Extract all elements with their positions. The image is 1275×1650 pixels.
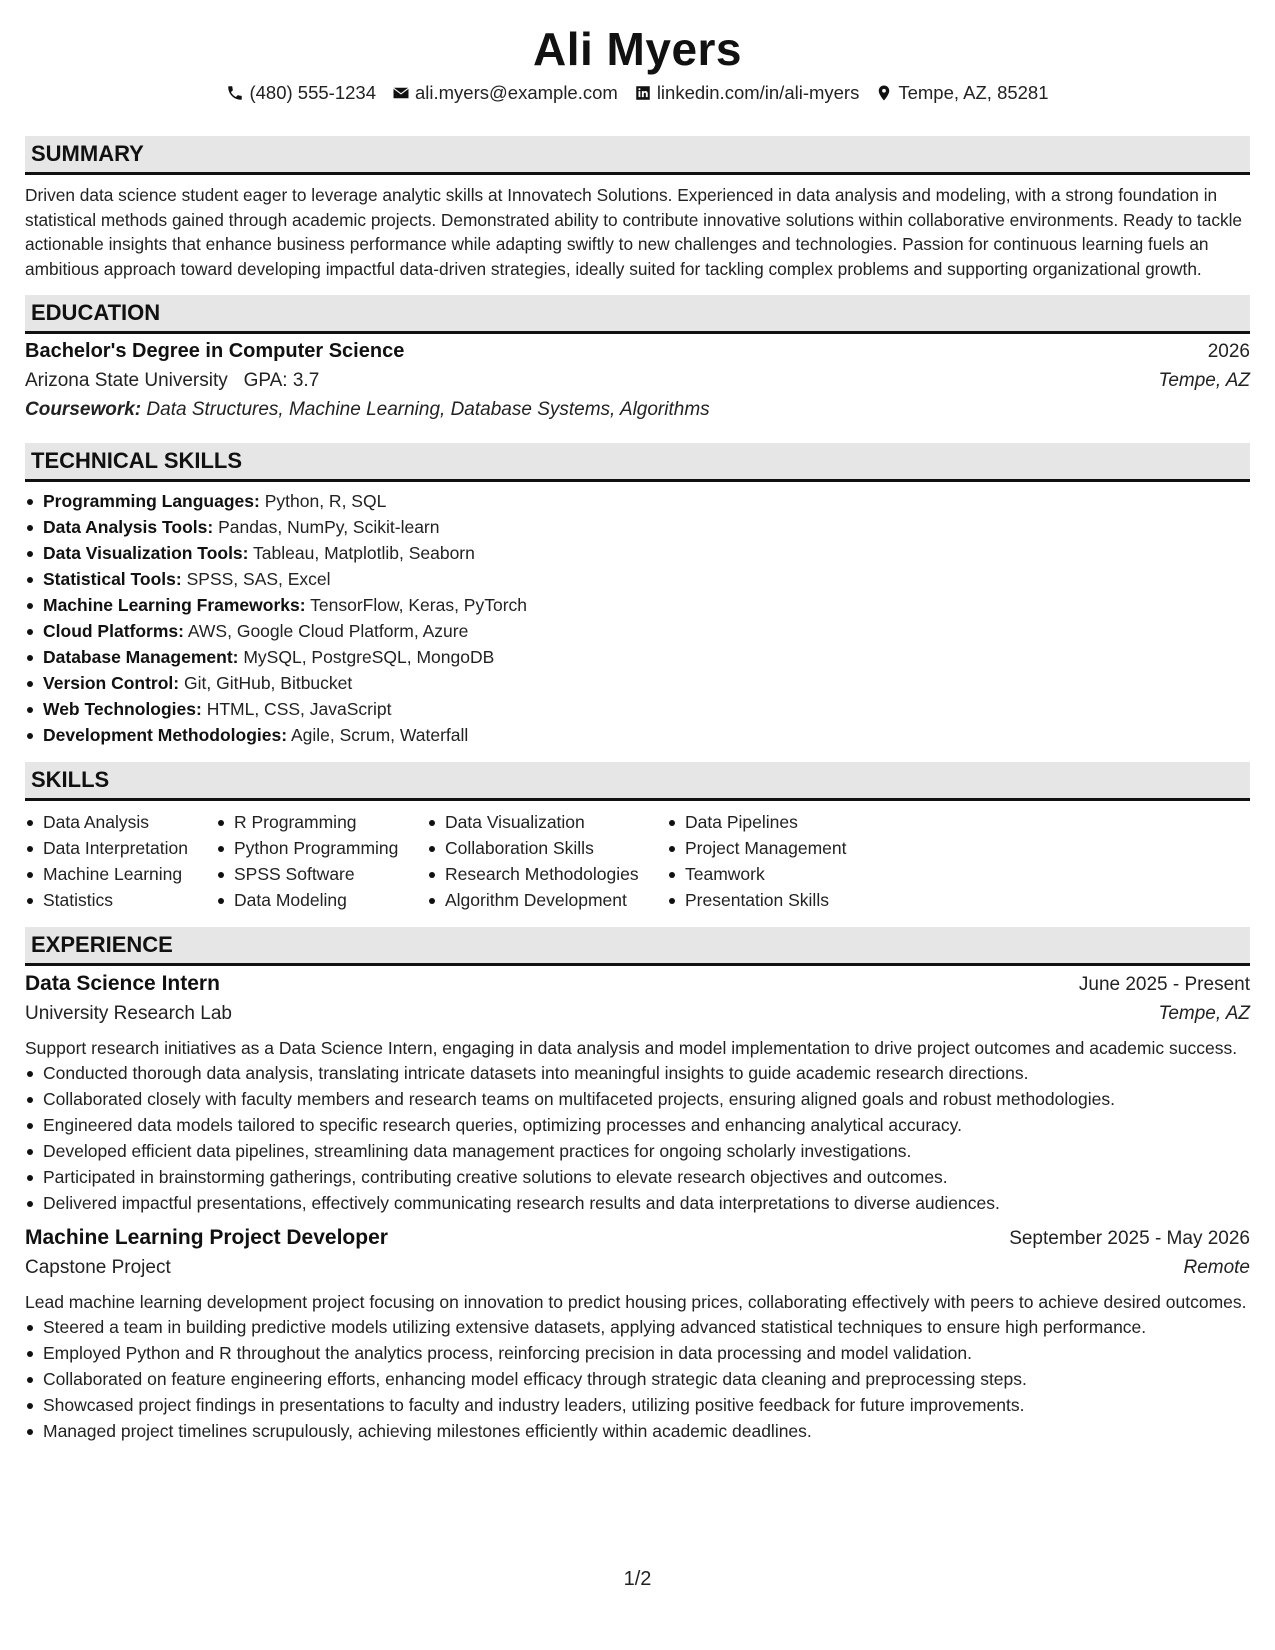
technical-skill-label: Web Technologies: bbox=[43, 699, 202, 719]
contact-linkedin[interactable] bbox=[634, 82, 860, 104]
map-pin-icon bbox=[875, 84, 893, 102]
contact-location bbox=[875, 82, 1048, 104]
skill-item: Project Management bbox=[667, 835, 867, 861]
technical-skill-value: AWS, Google Cloud Platform, Azure bbox=[187, 621, 469, 641]
job-bullet: Participated in brainstorming gatherings, contributing creative solutions to elevate research objectives and outcomes. bbox=[25, 1164, 1250, 1190]
experience-list bbox=[25, 972, 1250, 1444]
experience-heading: EXPERIENCE bbox=[25, 927, 1250, 966]
technical-skill-value: Pandas, NumPy, Scikit-learn bbox=[218, 517, 440, 537]
skill-item: Collaboration Skills bbox=[427, 835, 667, 861]
location-text: Tempe, AZ, 85281 bbox=[898, 82, 1049, 103]
candidate-name: Ali Myers bbox=[532, 23, 743, 75]
technical-skill-item bbox=[25, 696, 1250, 722]
skill-item: Machine Learning bbox=[25, 861, 216, 887]
job-bullet: Collaborated closely with faculty members and research teams on multifaceted projects, ensuring aligned goals and robust methodologies. bbox=[25, 1086, 1250, 1112]
technical-skill-value: Git, GitHub, Bitbucket bbox=[184, 673, 353, 693]
job-bullet: Conducted thorough data analysis, translating intricate datasets into meaningful insights to guide academic research directions. bbox=[25, 1060, 1250, 1086]
technical-skills-heading: TECHNICAL SKILLS bbox=[25, 443, 1250, 482]
skills-grid bbox=[25, 809, 1250, 913]
school-location: Tempe, AZ bbox=[1158, 370, 1250, 391]
job-description: Lead machine learning development project focusing on innovation to predict housing prices, collaborating effectively with peers to achieve desired outcomes. bbox=[25, 1292, 1247, 1312]
page-number: 1/2 bbox=[623, 1568, 652, 1590]
linkedin-icon bbox=[634, 84, 652, 102]
technical-skill-item bbox=[25, 722, 1250, 748]
skill-item: Presentation Skills bbox=[667, 887, 867, 913]
technical-skill-item bbox=[25, 618, 1250, 644]
school-line bbox=[25, 370, 319, 392]
technical-skill-label: Development Methodologies: bbox=[43, 725, 288, 745]
technical-skill-value: TensorFlow, Keras, PyTorch bbox=[310, 595, 528, 615]
phone-icon bbox=[226, 84, 244, 102]
technical-skill-label: Statistical Tools: bbox=[43, 569, 182, 589]
job-bullet: Engineered data models tailored to specific research queries, optimizing processes and enhancing analytical accuracy. bbox=[25, 1112, 1250, 1138]
job-organization: Capstone Project bbox=[25, 1257, 171, 1278]
job-location: Remote bbox=[1183, 1257, 1250, 1278]
skill-item: Statistics bbox=[25, 887, 216, 913]
coursework-label: Coursework: bbox=[25, 399, 142, 420]
skills-column bbox=[427, 809, 667, 913]
coursework-line bbox=[25, 399, 1250, 429]
contact-email[interactable] bbox=[392, 82, 618, 104]
graduation-year: 2026 bbox=[1207, 341, 1250, 362]
envelope-icon bbox=[392, 84, 410, 102]
contact-bar bbox=[25, 80, 1250, 106]
skill-item: Teamwork bbox=[667, 861, 867, 887]
skills-heading: SKILLS bbox=[25, 762, 1250, 801]
technical-skill-value: Python, R, SQL bbox=[264, 491, 387, 511]
job-bullet: Steered a team in building predictive models utilizing extensive datasets, applying advanced statistical techniques to ensure high performance. bbox=[25, 1314, 1250, 1340]
technical-skill-item bbox=[25, 514, 1250, 540]
technical-skills-list bbox=[25, 488, 1250, 748]
skill-item: Data Pipelines bbox=[667, 809, 867, 835]
summary-heading: SUMMARY bbox=[25, 136, 1250, 175]
contact-phone bbox=[226, 82, 376, 104]
technical-skill-item bbox=[25, 644, 1250, 670]
technical-skill-label: Version Control: bbox=[43, 673, 180, 693]
technical-skill-item bbox=[25, 592, 1250, 618]
technical-skill-label: Machine Learning Frameworks: bbox=[43, 595, 306, 615]
resume-page bbox=[25, 0, 1250, 1650]
technical-skill-item bbox=[25, 540, 1250, 566]
skill-item: Research Methodologies bbox=[427, 861, 667, 887]
job-bullet: Collaborated on feature engineering efforts, enhancing model efficacy through strategic data cleaning and preprocessing steps. bbox=[25, 1366, 1250, 1392]
skill-item: R Programming bbox=[216, 809, 427, 835]
job-title: Data Science Intern bbox=[25, 972, 220, 995]
technical-skill-value: SPSS, SAS, Excel bbox=[186, 569, 331, 589]
email-text[interactable]: ali.myers@example.com bbox=[415, 82, 618, 103]
school-name: Arizona State University bbox=[25, 370, 228, 391]
technical-skill-value: Agile, Scrum, Waterfall bbox=[290, 725, 469, 745]
job-dates: September 2025 - May 2026 bbox=[1009, 1228, 1250, 1249]
skills-column bbox=[25, 809, 216, 913]
skills-column bbox=[667, 809, 867, 913]
technical-skill-label: Data Analysis Tools: bbox=[43, 517, 214, 537]
skill-item: Data Modeling bbox=[216, 887, 427, 913]
technical-skill-value: Tableau, Matplotlib, Seaborn bbox=[253, 543, 475, 563]
skill-item: Python Programming bbox=[216, 835, 427, 861]
job-entry bbox=[25, 972, 1250, 1216]
job-bullet: Developed efficient data pipelines, streamlining data management practices for ongoing scholarly investigations. bbox=[25, 1138, 1250, 1164]
technical-skill-label: Database Management: bbox=[43, 647, 239, 667]
job-dates: June 2025 - Present bbox=[1078, 974, 1250, 995]
job-organization: University Research Lab bbox=[25, 1003, 232, 1024]
job-bullet: Employed Python and R throughout the analytics process, reinforcing precision in data processing and model validation. bbox=[25, 1340, 1250, 1366]
technical-skill-item bbox=[25, 488, 1250, 514]
skills-column bbox=[216, 809, 427, 913]
education-heading: EDUCATION bbox=[25, 295, 1250, 334]
technical-skill-label: Cloud Platforms: bbox=[43, 621, 184, 641]
technical-skill-label: Data Visualization Tools: bbox=[43, 543, 249, 563]
job-bullet: Delivered impactful presentations, effectively communicating research results and data interpretations to diverse audiences. bbox=[25, 1190, 1250, 1216]
skill-item: SPSS Software bbox=[216, 861, 427, 887]
gpa: GPA: 3.7 bbox=[243, 370, 320, 391]
technical-skill-value: HTML, CSS, JavaScript bbox=[206, 699, 392, 719]
linkedin-text[interactable]: linkedin.com/in/ali-myers bbox=[656, 82, 860, 103]
coursework-list: Data Structures, Machine Learning, Database Systems, Algorithms bbox=[146, 399, 710, 420]
job-bullet: Showcased project findings in presentations to faculty and industry leaders, utilizing positive feedback for future improvements. bbox=[25, 1392, 1250, 1418]
technical-skill-value: MySQL, PostgreSQL, MongoDB bbox=[243, 647, 495, 667]
summary-text: Driven data science student eager to leverage analytic skills at Innovatech Solutions. Experienced in data analysis and modeling, with a strong foundation in statistical methods gained through academic projects. Demonstrated ability to contribute innovative solutions within collaborative environments. Ready to tackle actionable insights that enhance business performance while adapting swiftly to new challenges and technologies. Passion for continuous learning fuels an ambitious approach toward developing impactful data-driven strategies, ideally suited for tackling complex problems and supporting organizational growth. bbox=[25, 185, 1243, 279]
education-entry bbox=[25, 340, 1250, 429]
technical-skill-item bbox=[25, 670, 1250, 696]
skill-item: Algorithm Development bbox=[427, 887, 667, 913]
job-title: Machine Learning Project Developer bbox=[25, 1226, 388, 1249]
job-entry bbox=[25, 1226, 1250, 1444]
phone-text: (480) 555-1234 bbox=[249, 82, 376, 103]
technical-skill-label: Programming Languages: bbox=[43, 491, 260, 511]
job-location: Tempe, AZ bbox=[1158, 1003, 1250, 1024]
degree-title: Bachelor's Degree in Computer Science bbox=[25, 340, 405, 362]
technical-skill-item bbox=[25, 566, 1250, 592]
job-bullets bbox=[25, 1060, 1250, 1216]
skill-item: Data Interpretation bbox=[25, 835, 216, 861]
skill-item: Data Visualization bbox=[427, 809, 667, 835]
job-bullet: Managed project timelines scrupulously, achieving milestones efficiently within academic deadlines. bbox=[25, 1418, 1250, 1444]
job-bullets bbox=[25, 1314, 1250, 1444]
job-description: Support research initiatives as a Data Science Intern, engaging in data analysis and model implementation to drive project outcomes and academic success. bbox=[25, 1038, 1238, 1058]
skill-item: Data Analysis bbox=[25, 809, 216, 835]
